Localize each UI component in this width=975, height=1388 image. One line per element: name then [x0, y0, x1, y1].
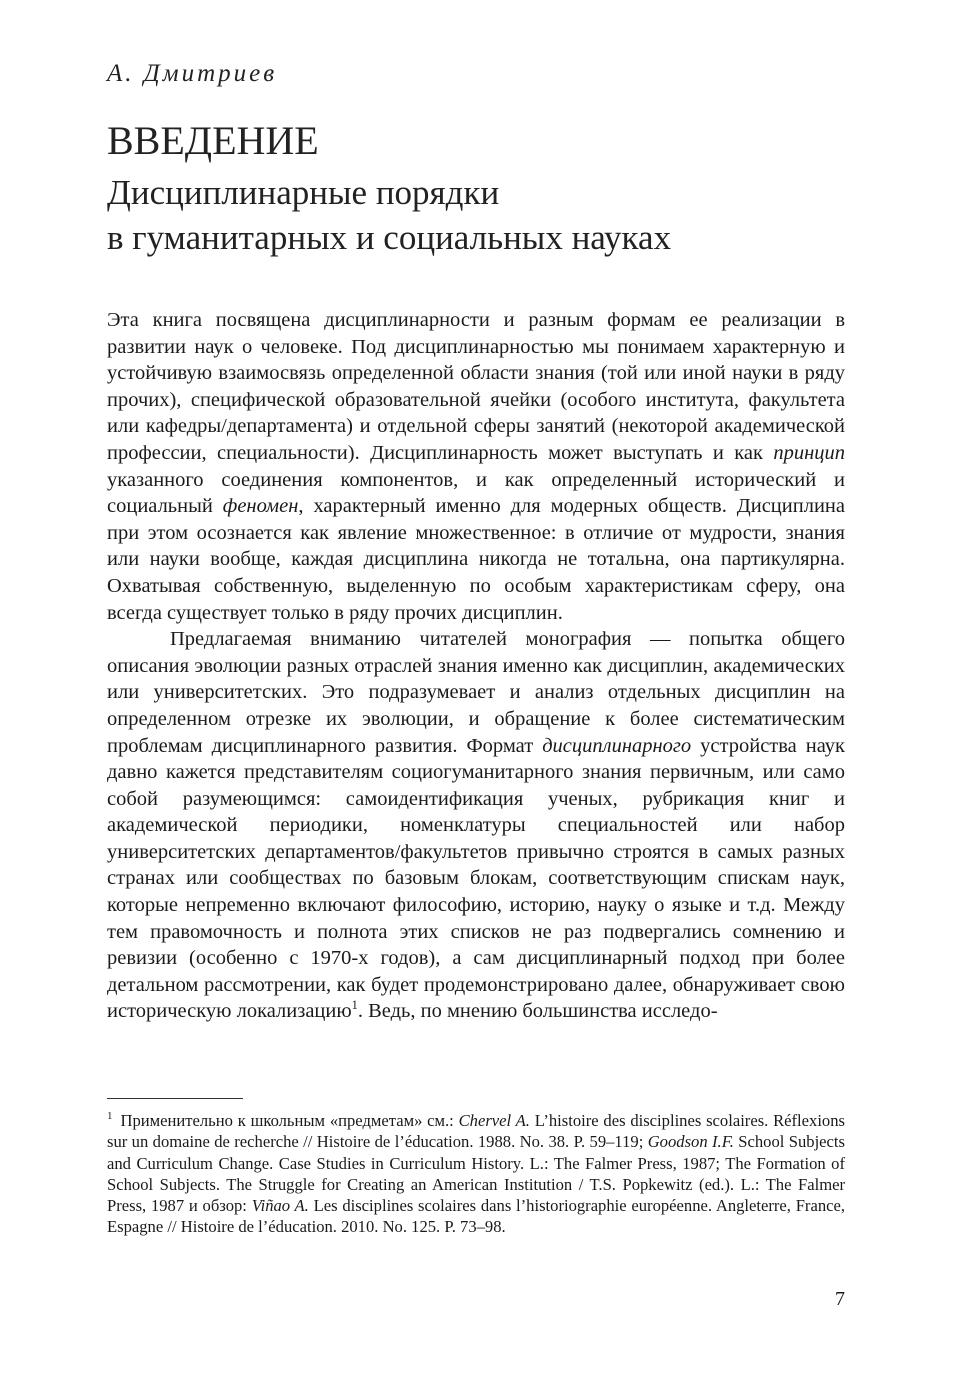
italic-term: феномен [222, 495, 299, 518]
running-author: А. Дмитриев [107, 60, 278, 87]
text-run: указанного соединения компонентов, и как определенный исторический и социальный [107, 468, 845, 518]
page-number: 7 [835, 1288, 845, 1310]
chapter-subtitle [107, 170, 671, 260]
paragraph [107, 307, 845, 626]
footnote [107, 1110, 845, 1238]
italic-term: принцип [773, 441, 845, 464]
cited-author: Chervel A. [458, 1111, 530, 1130]
text-run: устройства наук давно кажется представителям социогуманитарного знания первичным, или само собой разумеющимся: самоидентификация ученых, рубрикация книг и академической периодики, номенклатуры специальностей или набор университетских департаментов/факультетов привычно строятся в самых разных странах или сообществах по базовым блокам, соответствующим спискам наук, которые непременно включают философию, историю, науку о языке и т.д. Между тем правомочность и полнота этих списков не раз подвергались сомнению и ревизии (особенно с 1970-х годов), а сам дисциплинарный подход при более детальном рассмотрении, как будет продемонстрировано далее, обнаруживает свою историческую локализацию [107, 734, 845, 1023]
text-run: , характерный именно для модерных обществ. Дисциплина при этом осознается как явление множественное: в отличие от мудрости, знания или науки вообще, каждая дисциплина никогда не тотальна, она партикулярна. Охватывая собственную, выделенную по особым характеристикам сферу, она всегда существует только в ряду прочих дисциплин. [107, 495, 845, 624]
footnote-reference[interactable]: 1 [351, 998, 358, 1013]
cited-author: Viñao A. [251, 1196, 309, 1216]
subtitle-line: в гуманитарных и социальных науках [107, 218, 672, 257]
text-run: Применительно к школьным «предметам» см.: [120, 1111, 459, 1130]
main-text [107, 307, 845, 1025]
subtitle-line: Дисциплинарные порядки [107, 173, 500, 212]
italic-term: дисциплинарного [542, 734, 692, 757]
text-run: Предлагаемая вниманию читателей монография — попытка общего описания эволюции разных отраслей знания именно как дисциплин, академических или университетских. Это подразумевает и анализ отдельных дисциплин на определенном отрезке их эволюции, и обращение к более систематическим проблемам дисциплинарного развития. Формат [107, 628, 845, 757]
chapter-title: ВВЕДЕНИЕ [107, 118, 319, 163]
text-run: Эта книга посвящена дисциплинарности и разным формам ее реализации в развитии наук о человеке. Под дисциплинарностью мы понимаем характерную и устойчивую взаимосвязь определенной области знания (той или иной науки в ряду прочих), специфической образовательной ячейки (особого института, факультета или кафедры/департамента) и отдельной сферы занятий (некоторой академической профессии, специальности). Дисциплинарность может выступать и как [107, 309, 845, 464]
text-run: L’histoire des disciplines scolaires. Réflexions sur un domaine de recherche // Histoire de l’éducation. 1988. No. 38. P. 59–119; [107, 1111, 845, 1152]
text-run: School Subjects and Curriculum Change. Case Studies in Curriculum History. L.: The Falmer Press, 1987; The Formation of School Subjects. The Struggle for Creating an American Institution / T.S. Popkewitz (ed.). L.: The Falmer Press, 1987 и обзор: [107, 1132, 845, 1216]
cited-author: Goodson I.F. [647, 1132, 734, 1152]
text-run: Les disciplines scolaires dans l’historiographie européenne. Angleterre, France, Espagne // Histoire de l’éducation. 2010. No. 125. P. 73–98. [107, 1196, 845, 1237]
text-run: . Ведь, по мнению большинства исследо- [357, 1000, 718, 1023]
footnote-divider [107, 1098, 243, 1099]
paragraph [107, 626, 845, 1025]
footnote-mark: 1 [107, 1110, 113, 1123]
